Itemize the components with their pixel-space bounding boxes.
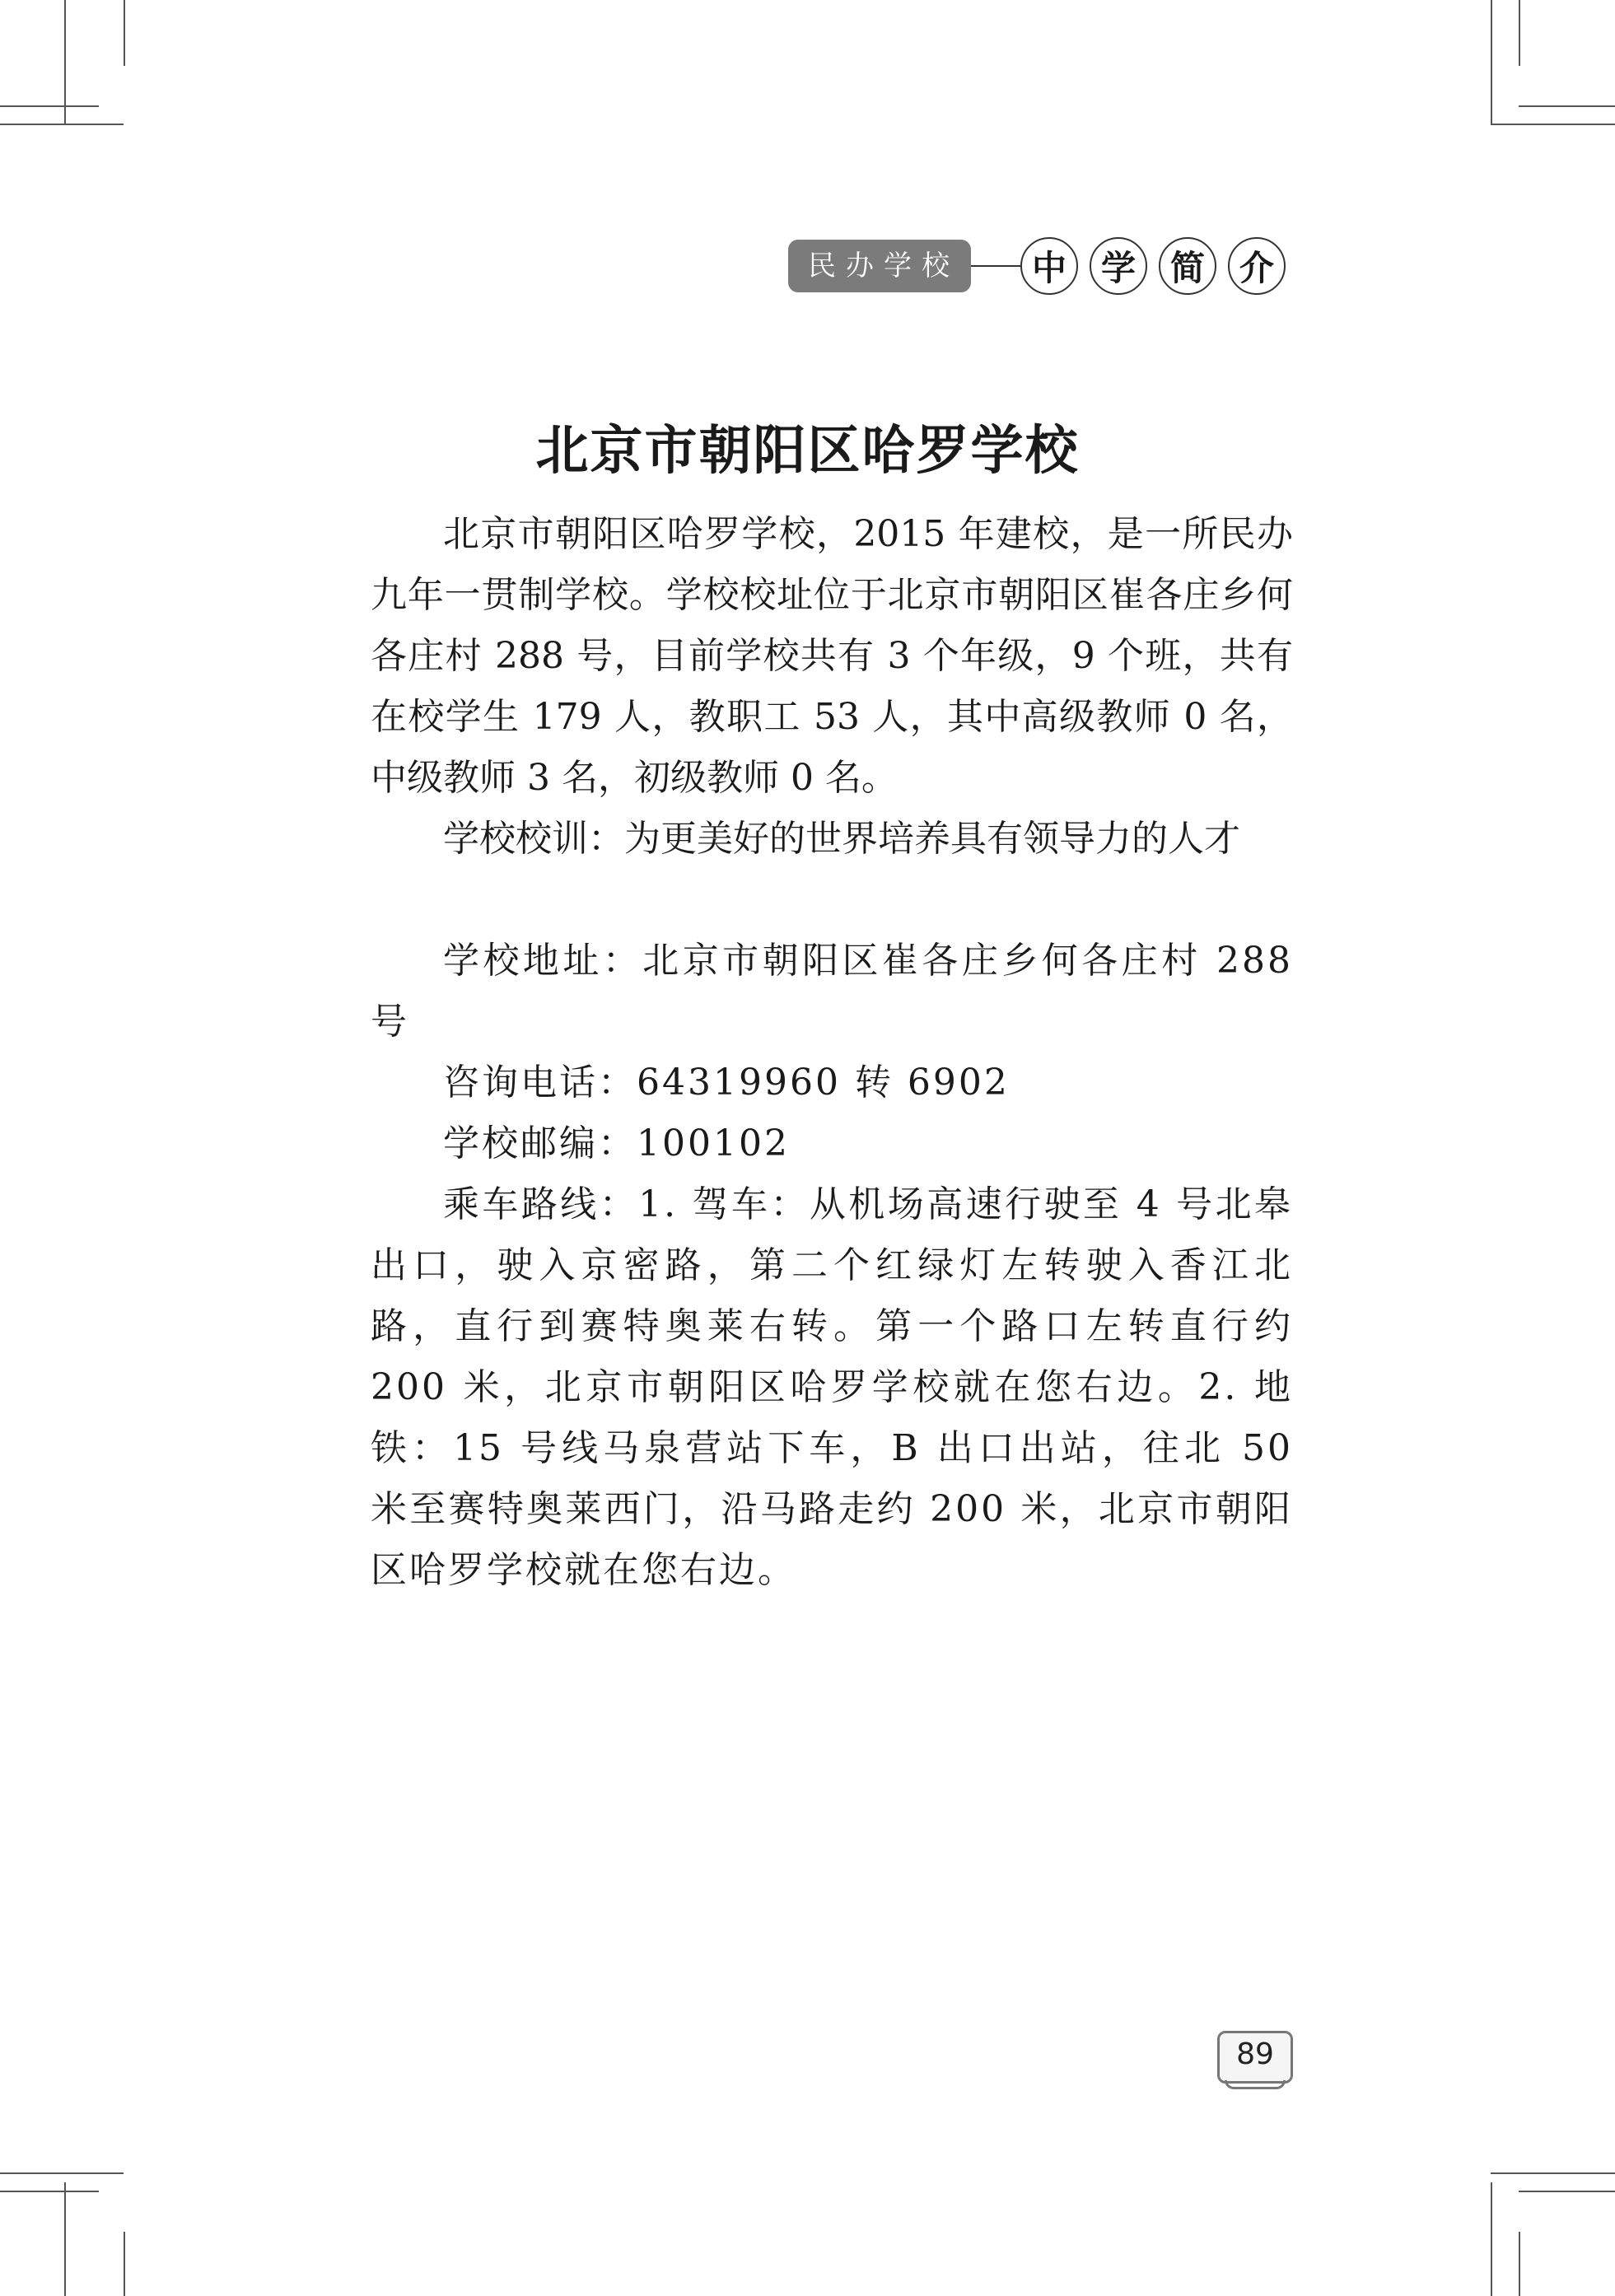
crop-mark	[0, 105, 99, 107]
crop-mark	[1491, 0, 1492, 124]
crop-mark	[124, 0, 125, 66]
series-char: 学	[1090, 237, 1147, 295]
crop-mark	[1519, 2191, 1615, 2192]
route-paragraph: 乘车路线：1. 驾车：从机场高速行驶至 4 号北皋出口，驶入京密路，第二个红绿灯左转驶入香江北路，直行到赛特奥莱右转。第一个路口左转直行约 200 米，北京市朝阳区哈罗学校就在您右边。2. 地铁：15 号线马泉营站下车，B 出口出站，往北 50 米至赛特奥莱西门，沿马路走约 200 米，北京市朝阳区哈罗学校就在您右边。	[371, 1183, 1293, 1591]
motto-paragraph: 学校校训：为更美好的世界培养具有领导力的人才	[443, 818, 1240, 860]
crop-mark	[0, 2172, 124, 2174]
crop-mark	[1491, 2172, 1615, 2174]
crop-mark	[1491, 2182, 1492, 2296]
crop-mark	[1491, 124, 1615, 125]
series-char: 中	[1020, 237, 1078, 295]
page-number: 89	[1236, 2037, 1274, 2071]
intro-paragraph: 北京市朝阳区哈罗学校，2015 年建校，是一所民办九年一贯制学校。学校校址位于北京市朝阳区崔各庄乡何各庄村 288 号，目前学校共有 3 个年级，9 个班，共有在校学生 179 人，教职工 53 人，其中高级教师 0 名，中级教师 3 名，初级教师 0 名。	[371, 513, 1293, 799]
crop-mark	[124, 2232, 125, 2296]
crop-mark	[64, 2182, 66, 2296]
running-header	[788, 237, 1286, 295]
crop-mark	[0, 124, 124, 125]
address-line: 学校地址：北京市朝阳区崔各庄乡何各庄村 288 号	[371, 940, 1293, 1043]
crop-mark	[0, 2191, 99, 2192]
page-number-book-icon	[1217, 2031, 1293, 2084]
series-char: 简	[1159, 237, 1216, 295]
page-title: 北京市朝阳区哈罗学校	[535, 421, 1080, 482]
phone-line: 咨询电话：64319960 转 6902	[443, 1062, 1010, 1104]
crop-mark	[1519, 0, 1520, 66]
body-text	[371, 504, 1293, 1601]
section-tag: 民办学校	[788, 240, 971, 292]
series-char: 介	[1228, 237, 1286, 295]
crop-mark	[1519, 105, 1615, 107]
header-connector-line	[971, 265, 1020, 267]
postcode-line: 学校邮编：100102	[443, 1122, 790, 1164]
crop-mark	[1519, 2232, 1520, 2296]
